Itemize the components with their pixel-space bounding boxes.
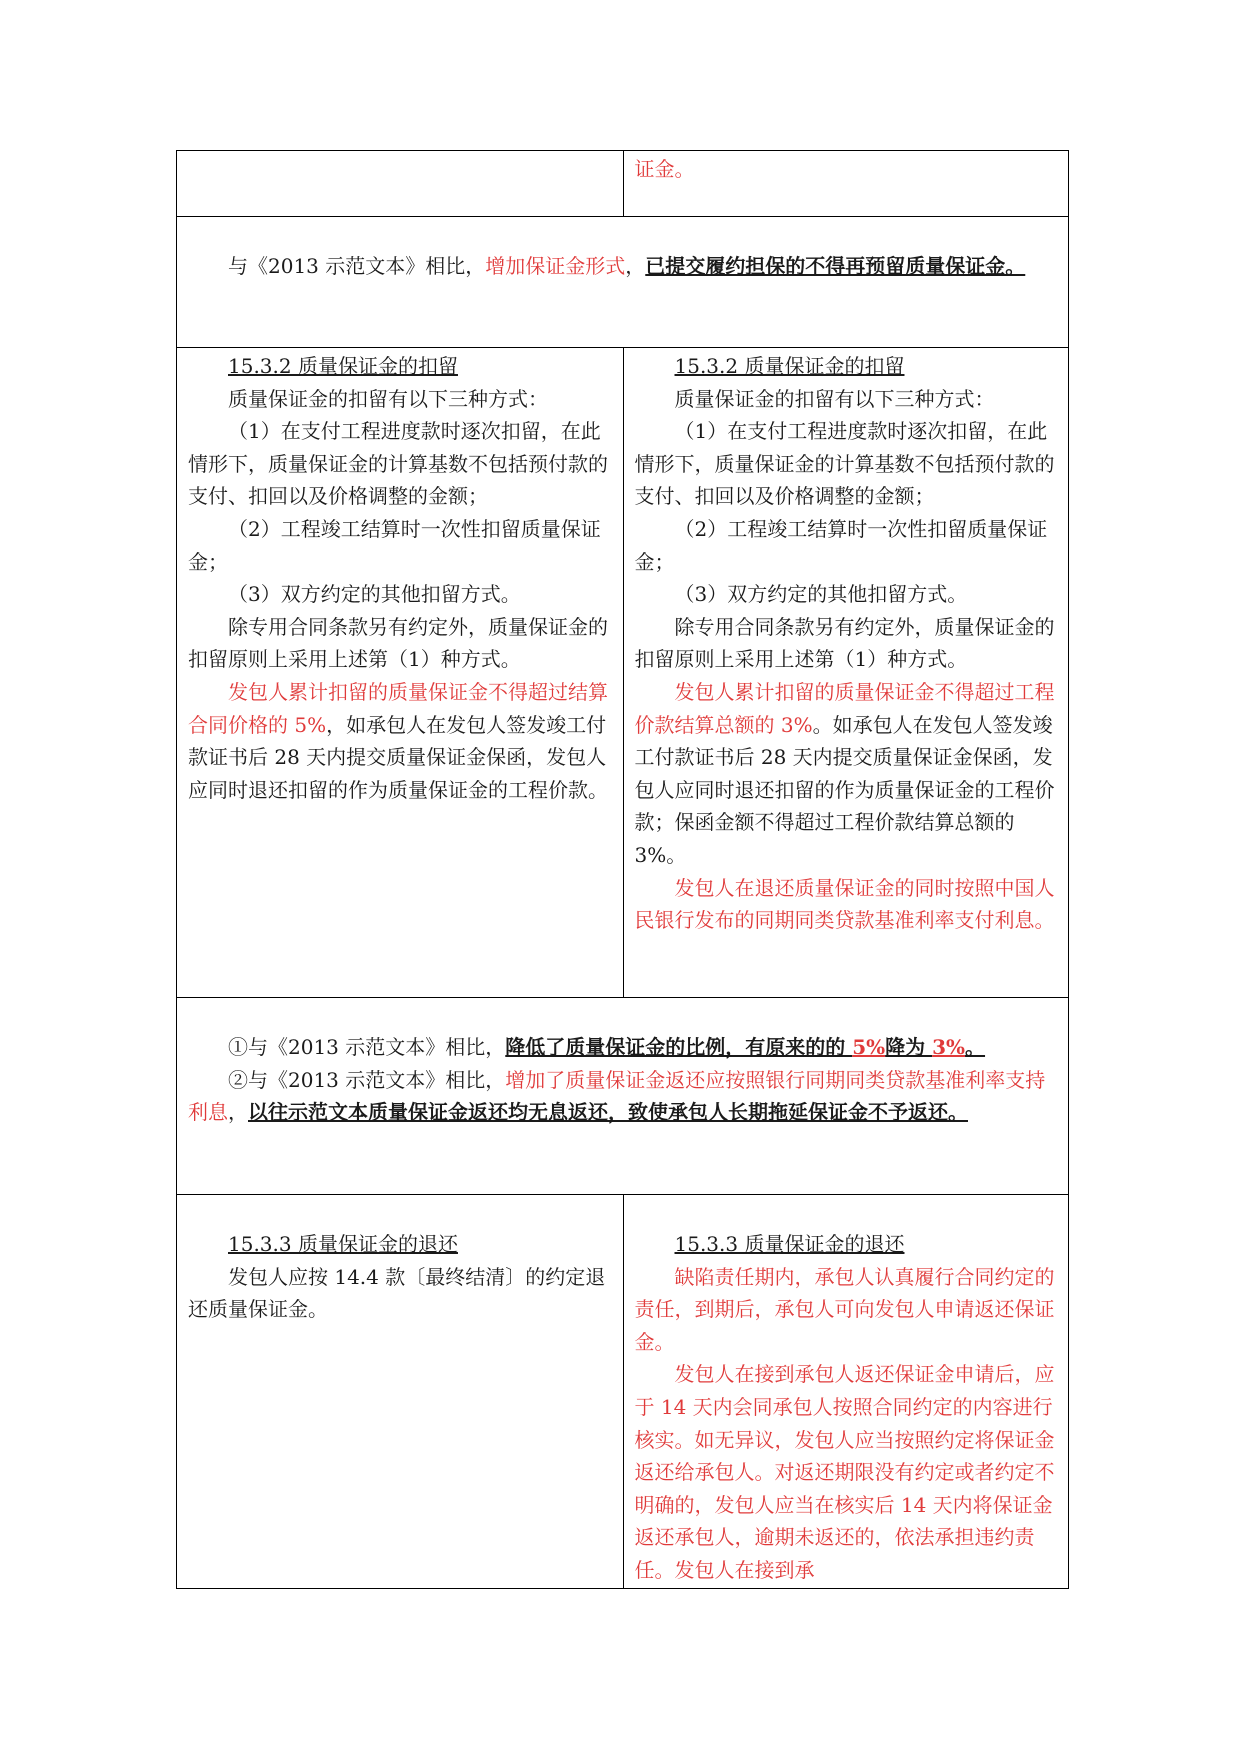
note-cell bbox=[177, 217, 1068, 347]
paragraph: （1）在支付工程进度款时逐次扣留，在此情形下，质量保证金的计算基数不包括预付款的支付、扣回以及价格调整的金额； bbox=[634, 419, 1055, 509]
paragraph: （2）工程竣工结算时一次性扣留质量保证金； bbox=[188, 516, 601, 574]
note-paragraph-2: ②与《2013 示范文本》相比，增加了质量保证金返还应按照银行同期同类贷款基准利率支持利息，以往示范文本质量保证金返还均无息返还，致使承包人长期拖延保证金不予返还。 bbox=[188, 1067, 1046, 1125]
right-cell-15-3-3 bbox=[623, 1195, 1069, 1588]
table-row-note bbox=[177, 216, 1068, 347]
paragraph: （3）双方约定的其他扣留方式。 bbox=[228, 582, 521, 607]
paragraph: 缺陷责任期内，承包人认真履行合同约定的责任，到期后，承包人可向发包人申请返还保证金。 bbox=[634, 1264, 1055, 1354]
comparison-table bbox=[176, 150, 1069, 1589]
right-cell bbox=[623, 151, 1069, 216]
table-row-note bbox=[177, 997, 1068, 1194]
paragraph: 发包人在退还质量保证金的同时按照中国人民银行发布的同期同类贷款基准利率支付利息。 bbox=[634, 875, 1055, 933]
paragraph: 除专用合同条款另有约定外，质量保证金的扣留原则上采用上述第（1）种方式。 bbox=[634, 614, 1055, 672]
paragraph: （2）工程竣工结算时一次性扣留质量保证金； bbox=[634, 516, 1048, 574]
left-cell-15-3-3 bbox=[177, 1195, 623, 1588]
paragraph: 除专用合同条款另有约定外，质量保证金的扣留原则上采用上述第（1）种方式。 bbox=[188, 614, 608, 672]
paragraph: （1）在支付工程进度款时逐次扣留，在此情形下，质量保证金的计算基数不包括预付款的支付、扣回以及价格调整的金额； bbox=[188, 419, 608, 509]
left-cell-15-3-2 bbox=[177, 348, 623, 997]
section-title: 15.3.2 质量保证金的扣留 bbox=[674, 354, 905, 378]
note-paragraph-1: ①与《2013 示范文本》相比，降低了质量保证金的比例，有原来的的 5%降为 3%。 bbox=[228, 1035, 986, 1059]
table-row bbox=[177, 151, 1068, 216]
right-cell-15-3-2 bbox=[623, 348, 1069, 997]
section-title: 15.3.3 质量保证金的退还 bbox=[228, 1232, 458, 1256]
table-row bbox=[177, 1194, 1068, 1588]
section-title: 15.3.3 质量保证金的退还 bbox=[674, 1232, 905, 1256]
left-cell bbox=[177, 151, 623, 216]
paragraph: 发包人累计扣留的质量保证金不得超过工程价款结算总额的 3%。如承包人在发包人签发竣工付款证书后 28 天内提交质量保证金保函，发包人应同时退还扣留的作为质量保证金的工程价款；保函金额不得超过工程价款结算总额的 3%。 bbox=[634, 679, 1055, 867]
section-title: 15.3.2 质量保证金的扣留 bbox=[228, 354, 458, 378]
note-cell bbox=[177, 998, 1068, 1194]
paragraph: 质量保证金的扣留有以下三种方式： bbox=[228, 386, 548, 411]
continued-text: 证金。 bbox=[634, 157, 695, 181]
paragraph: （3）双方约定的其他扣留方式。 bbox=[674, 582, 968, 607]
paragraph: 发包人累计扣留的质量保证金不得超过结算合同价格的 5%，如承包人在发包人签发竣工付款证书后 28 天内提交质量保证金保函，发包人应同时退还扣留的作为质量保证金的工程价款。 bbox=[188, 679, 608, 802]
paragraph: 质量保证金的扣留有以下三种方式： bbox=[674, 386, 995, 411]
paragraph: 发包人应按 14.4 款〔最终结清〕的约定退还质量保证金。 bbox=[188, 1264, 606, 1322]
paragraph: 发包人在接到承包人返还保证金申请后，应于 14 天内会同承包人按照合同约定的内容进行核实。如无异议，发包人应当按照约定将保证金返还给承包人。对返还期限没有约定或者约定不明确的，发包人应当在核实后 14 天内将保证金返还承包人，逾期未返还的，依法承担违约责任。发包人在接到承 bbox=[634, 1362, 1055, 1582]
table-row bbox=[177, 347, 1068, 997]
note-paragraph: 与《2013 示范文本》相比，增加保证金形式，已提交履约担保的不得再预留质量保证金。 bbox=[228, 254, 1026, 278]
